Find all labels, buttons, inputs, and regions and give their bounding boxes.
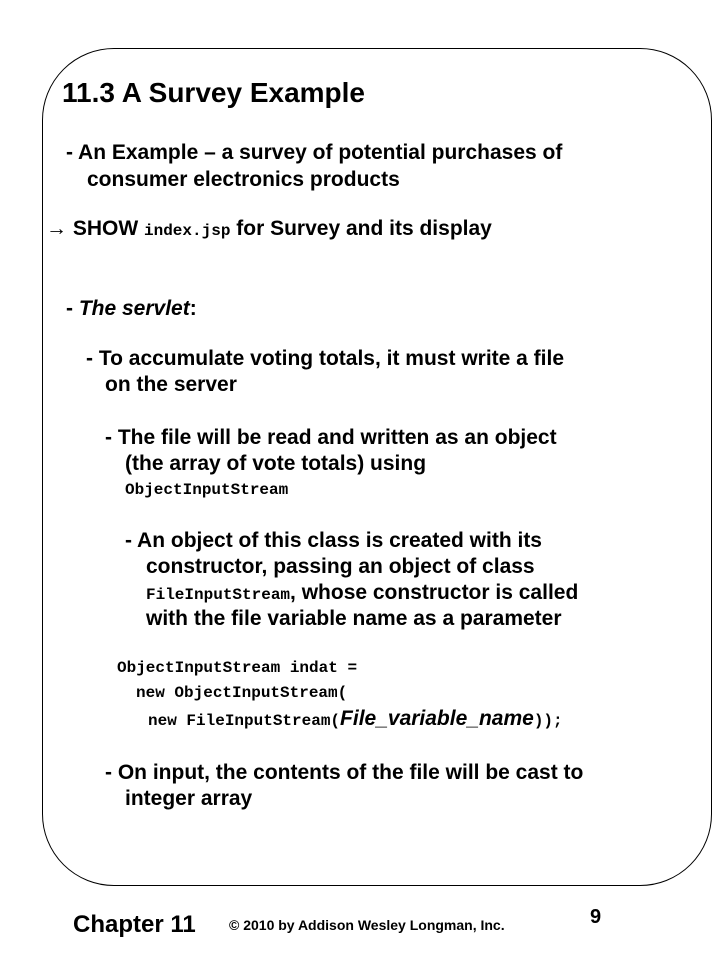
file-line-2: (the array of vote totals) using: [125, 452, 427, 475]
object-line-2: constructor, passing an object of class: [146, 555, 535, 578]
servlet-dash: -: [66, 297, 79, 320]
code-close: ));: [533, 712, 563, 730]
object-line-4: with the file variable name as a parameter: [146, 607, 562, 630]
code-call: new FileInputStream(: [148, 712, 341, 730]
show-text: for Survey and its display: [230, 217, 492, 240]
code-line-2: new ObjectInputStream(: [136, 684, 348, 702]
show-line: [46, 218, 492, 239]
accumulate-line-1: - To accumulate voting totals, it must write a file: [86, 347, 565, 370]
slide-title: 11.3 A Survey Example: [62, 77, 365, 108]
code-line-3: [148, 708, 563, 729]
arrow-icon: →: [46, 217, 67, 240]
accumulate-line-2: on the server: [105, 373, 237, 396]
file-code: ObjectInputStream: [125, 481, 289, 499]
show-code: index.jsp: [144, 222, 231, 240]
input-line-2: integer array: [125, 787, 253, 810]
object-line-1: - An object of this class is created with its: [125, 529, 542, 552]
page-number: 9: [590, 906, 602, 928]
example-line-1: - An Example – a survey of potential purchases of: [66, 141, 563, 164]
show-label: SHOW: [67, 217, 144, 240]
servlet-label: The servlet: [78, 297, 190, 320]
footer-copyright: © 2010 by Addison Wesley Longman, Inc.: [229, 917, 505, 933]
code-line-1: ObjectInputStream indat =: [117, 659, 358, 677]
object-text: , whose constructor is called: [290, 581, 579, 604]
file-line-1: - The file will be read and written as an object: [105, 426, 557, 449]
footer-chapter: Chapter 11: [73, 911, 196, 938]
code-variable: File_variable_name: [340, 707, 534, 730]
servlet-colon: :: [189, 297, 197, 320]
object-line-3: [146, 582, 578, 603]
servlet-heading: [66, 298, 197, 319]
example-line-2: consumer electronics products: [87, 168, 400, 191]
object-code: FileInputStream: [146, 586, 291, 604]
input-line-1: - On input, the contents of the file will be cast to: [105, 761, 584, 784]
